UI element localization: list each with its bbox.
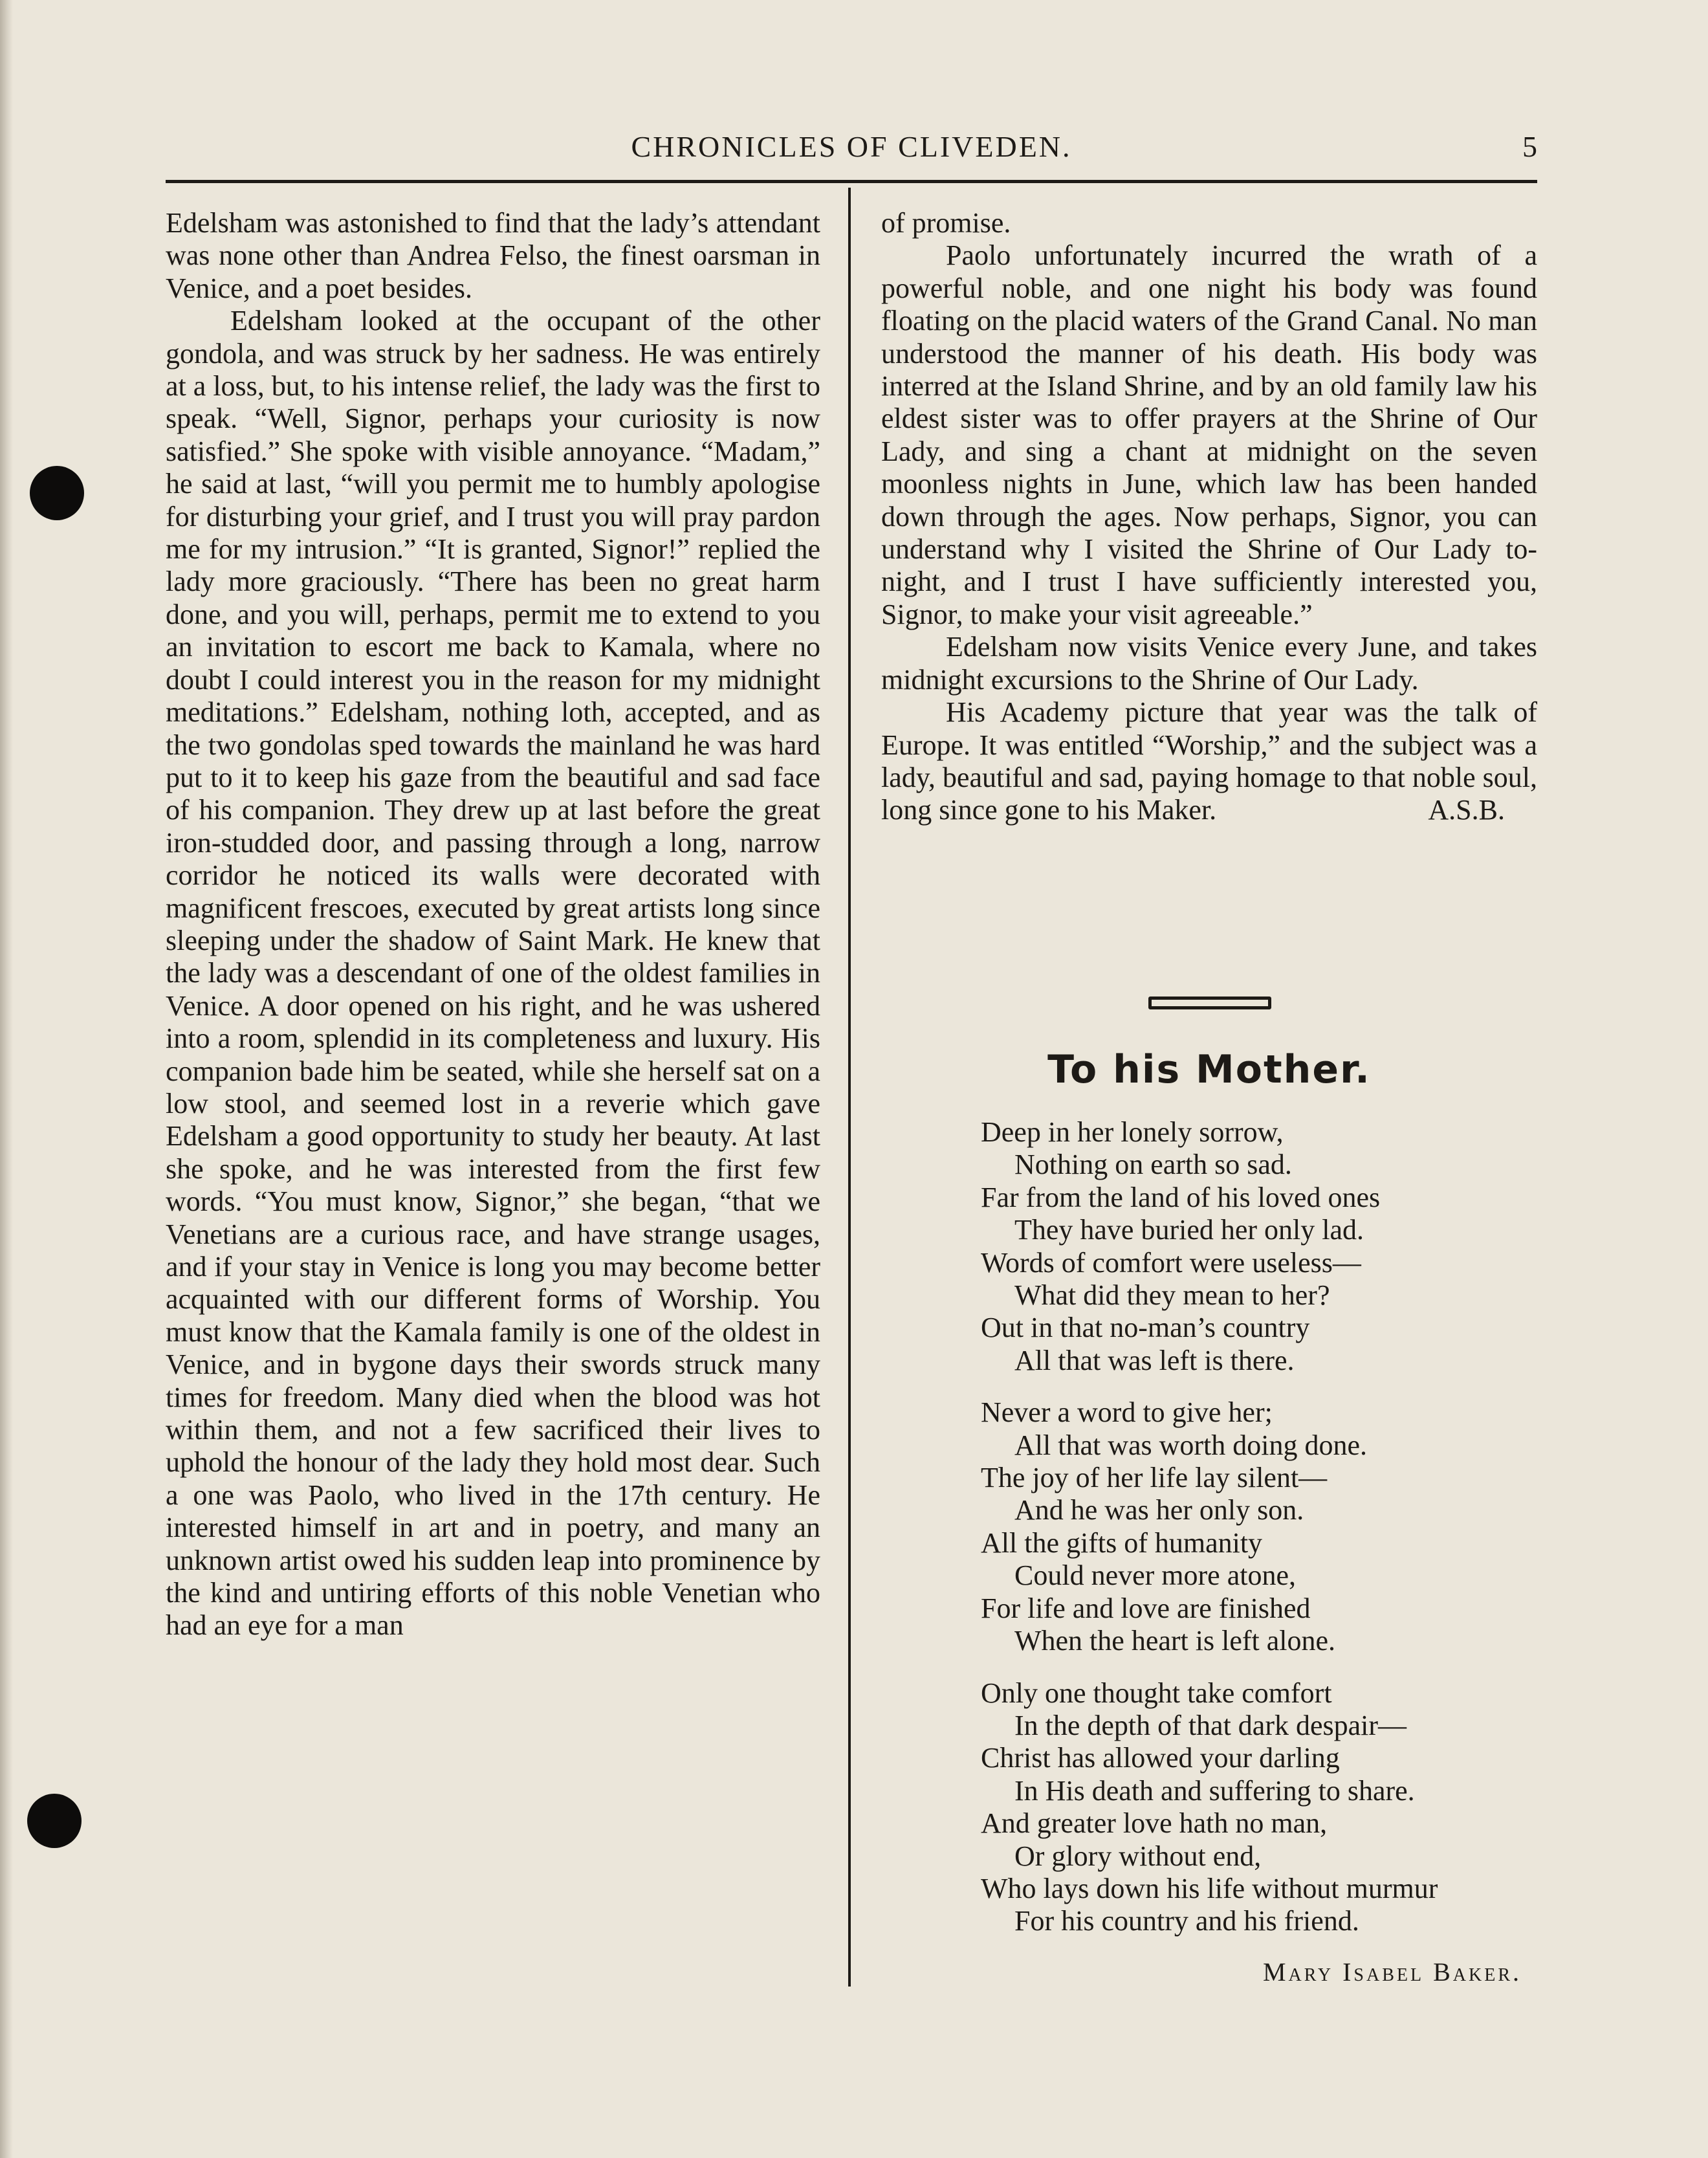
page-number: 5 <box>1522 130 1537 163</box>
verse-line: Words of comfort were useless— <box>981 1246 1361 1279</box>
verse-line: Could never more atone, <box>1014 1559 1296 1592</box>
left-column <box>166 207 820 1642</box>
paragraph-text: His Academy picture that year was the talk of Europe. It was entitled “Worship,” and the subject was a lady, beautiful and sad, paying homage to that noble soul, long since gone to his Maker. <box>881 696 1537 826</box>
poem <box>981 1116 1550 1957</box>
verse-line: Only one thought take comfort <box>981 1677 1332 1709</box>
journal-title: CHRONICLES OF CLIVEDEN. <box>631 130 1072 163</box>
verse-line: And he was her only son. <box>1014 1494 1304 1526</box>
stanza <box>981 1116 1550 1377</box>
right-column <box>881 207 1537 827</box>
verse-line: Who lays down his life without murmur <box>981 1872 1438 1904</box>
paragraph: Edelsham was astonished to find that the lady’s attendant was none other than Andrea Felso, the finest oarsman in Venice, and a poet besides. <box>166 207 820 304</box>
verse-line: They have buried her only lad. <box>1014 1214 1364 1246</box>
running-head <box>166 129 1537 168</box>
column-divider <box>848 188 851 1987</box>
verse-line: Far from the land of his loved ones <box>981 1181 1381 1213</box>
verse-line: Or glory without end, <box>1014 1840 1262 1872</box>
verse-line: Out in that no-man’s country <box>981 1312 1310 1344</box>
verse-line: When the heart is left alone. <box>1014 1625 1336 1657</box>
stanza <box>981 1677 1550 1938</box>
verse-line: Deep in her lonely sorrow, <box>981 1116 1284 1148</box>
poem-author: Mary Isabel Baker. <box>1262 1957 1522 1987</box>
paragraph <box>881 696 1537 827</box>
verse-line: All the gifts of humanity <box>981 1526 1263 1559</box>
poem-author-block <box>881 1957 1522 1987</box>
verse-line: And greater love hath no man, <box>981 1807 1328 1840</box>
verse-line: All that was worth doing done. <box>1014 1429 1368 1461</box>
verse-line: Christ has allowed your darling <box>981 1742 1340 1774</box>
paragraph: Edelsham now visits Venice every June, and takes midnight excursions to the Shrine of Our Lady. <box>881 631 1537 696</box>
stanza <box>981 1396 1550 1657</box>
story-initials: A.S.B. <box>1428 794 1505 826</box>
verse-line: In His death and suffering to share. <box>1014 1774 1415 1807</box>
page-edge <box>0 0 13 2158</box>
section-ornament <box>1148 996 1271 1009</box>
verse-line: For life and love are finished <box>981 1592 1311 1624</box>
paragraph: of promise. <box>881 207 1011 239</box>
poem-title: To his Mother. <box>1047 1047 1371 1092</box>
verse-line: For his country and his friend. <box>1014 1905 1359 1937</box>
verse-line: Nothing on earth so sad. <box>1014 1149 1292 1181</box>
paragraph: Edelsham looked at the occupant of the other gondola, and was struck by her sadness. He was entirely at a loss, but, to his intense relief, the lady was the first to speak. “Well, Signor, perhaps your curiosity is now satisfied.” She spoke with visible annoyance. “Madam,” he said at last, “will you permit me to humbly apologise for disturbing your grief, and I trust you will pray pardon me for my intrusion.” “It is granted, Signor!” replied the lady more graciously. “There has been no great harm done, and you will, perhaps, permit me to extend to you an invitation to escort me back to Kamala, where no doubt I could interest you in the reason for my midnight meditations.” Edelsham, nothing loth, accepted, and as the two gondolas sped towards the mainland he was hard put to it to keep his gaze from the beautiful and sad face of his companion. They drew up at last before the great iron-studded door, and passing through a long, narrow corridor he noticed its walls were decorated with magnificent frescoes, executed by great artists long since sleeping under the shadow of Saint Mark. He knew that the lady was a descendant of one of the oldest families in Venice. A door opened on his right, and he was ushered into a room, splendid in its completeness and luxury. His companion bade him be seated, while she herself sat on a low stool, and seemed lost in a reverie which gave Edelsham a good opportunity to study her beauty. At last she spoke, and he was interested from the first few words. “You must know, Signor,” she began, “that we Venetians are a curious race, and have strange usages, and if your stay in Venice is long you may become better acquainted with our different forms of Worship. You must know that the Kamala family is one of the oldest in Venice, and in bygone days their swords struck many times for freedom. Many died when the blood was hot within them, and not a few sacrificed their lives to uphold the honour of the lady they hold most dear. Such a one was Paolo, who lived in the 17th century. He interested himself in art and in poetry, and many an unknown artist owed his sudden leap into prominence by the kind and untiring efforts of this noble Venetian who had an eye for a man <box>166 305 820 1642</box>
verse-line: Never a word to give her; <box>981 1396 1273 1429</box>
verse-line: In the depth of that dark despair— <box>1014 1709 1407 1741</box>
punch-hole <box>27 1794 82 1848</box>
paragraph: Paolo unfortunately incurred the wrath of a powerful noble, and one night his body was found floating on the placid waters of the Grand Canal. No man understood the manner of his death. His body was interred at the Island Shrine, and by an old family law his eldest sister was to offer prayers at the Shrine of Our Lady, and sing a chant at midnight on the seven moonless nights in June, which law has been handed down through the ages. Now perhaps, Signor, you can understand why I visited the Shrine of Our Lady to-night, and I trust I have sufficiently interested you, Signor, to make your visit agreeable.” <box>881 239 1537 630</box>
verse-line: All that was left is there. <box>1014 1344 1295 1376</box>
verse-line: What did they mean to her? <box>1014 1279 1330 1312</box>
punch-hole <box>30 466 84 520</box>
header-rule <box>166 180 1537 183</box>
verse-line: The joy of her life lay silent— <box>981 1462 1328 1494</box>
